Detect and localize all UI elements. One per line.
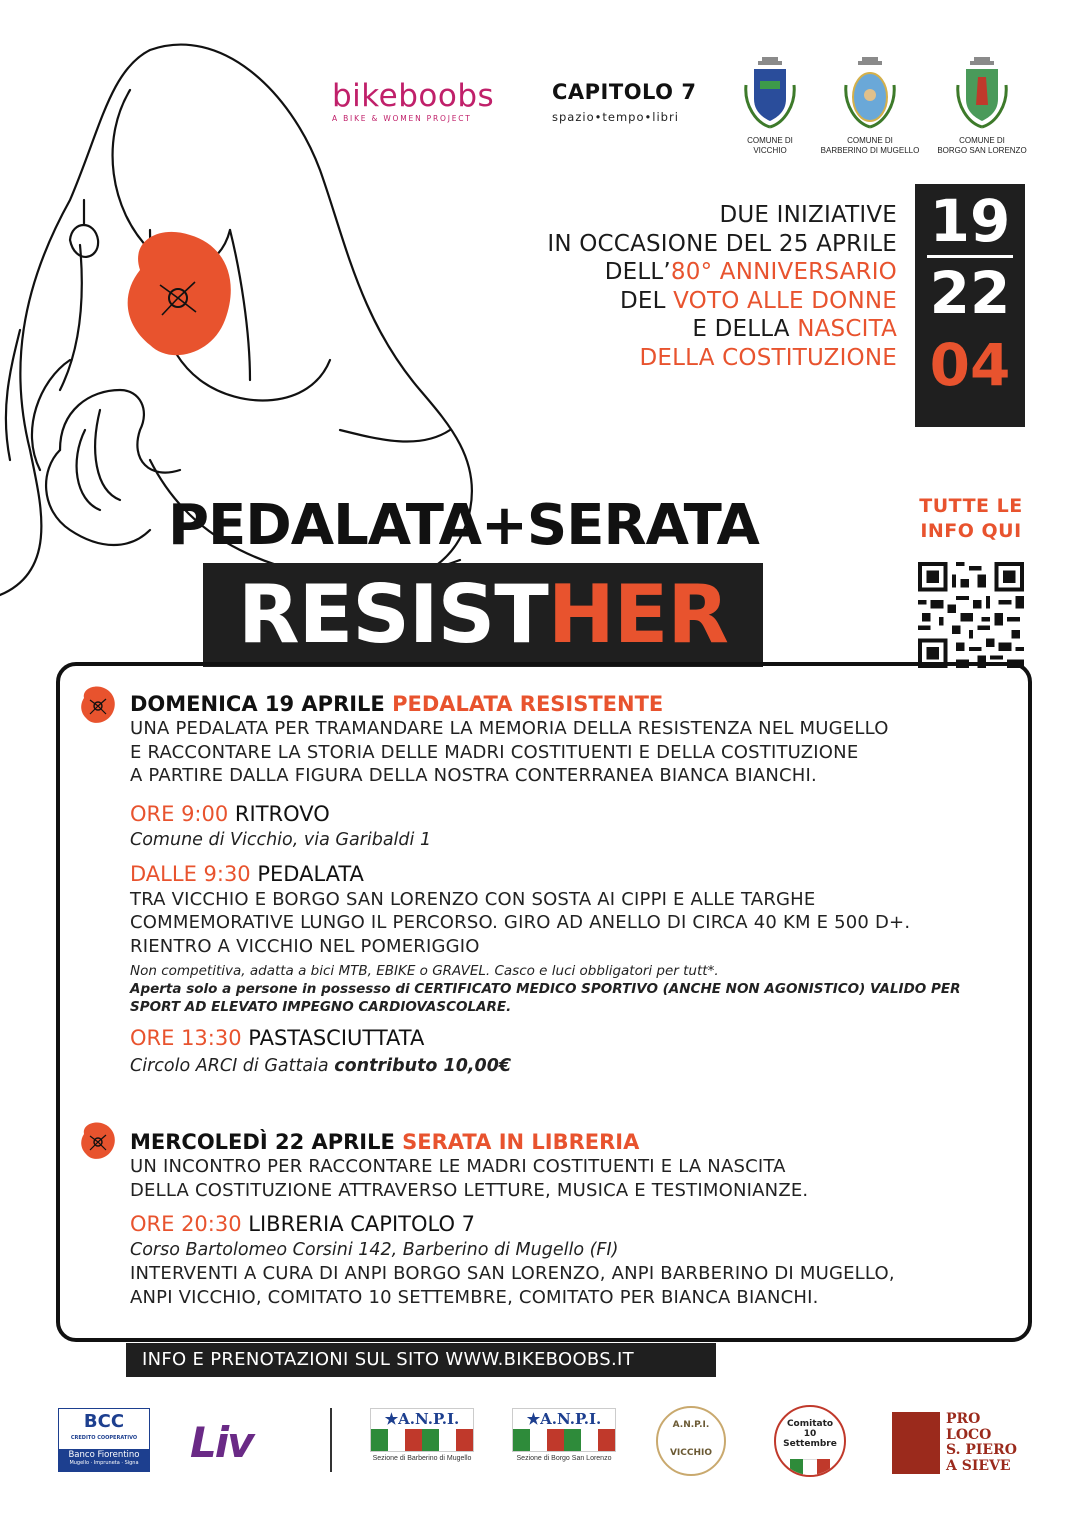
proloco-san-piero-logo: PRO LOCO S. PIERO A SIEVE (892, 1412, 1020, 1474)
date-box (915, 184, 1025, 427)
poppy-flower-icon (128, 232, 231, 355)
event1-pedalata-description: TRA VICCHIO E BORGO SAN LORENZO CON SOSTA AI CIPPI E ALLE TARGHE COMMEMORATIVE LUNGO IL PERCORSO. GIRO AD ANELLO DI CIRCA 40 KM E 500 D+. RIENTRO A VICCHIO NEL POMERIGGIO (130, 888, 911, 957)
comitato-10-settembre-logo: Comitato 10 Settembre (774, 1405, 846, 1477)
event1-notes: Non competitiva, adatta a bici MTB, EBIKE o GRAVEL. Casco e luci obbligatori per tutt*. Aperta solo a persone in possesso di CERTIFICATO MEDICO SPORTIVO (ANCHE NON AGONISTICO) VALIDO PER SPORT AD ELEVATO IMPEGNO CARDIOVASCOLARE. (130, 963, 961, 1015)
event2-credits: INTERVENTI A CURA DI ANPI BORGO SAN LORENZO, ANPI BARBERINO DI MUGELLO, ANPI VICCHIO, COMITATO 10 SETTEMBRE, COMITATO PER BIANCA BIANCHI. (130, 1263, 895, 1308)
date-day-2: 22 (929, 259, 1011, 327)
event1-place-pasta: Circolo ARCI di Gattaia contributo 10,00€ (130, 1056, 512, 1076)
comune-barberino-logo (820, 55, 920, 156)
anpi-barberino-logo: ★A.N.P.I. Sezione di Barberino di Mugello (370, 1408, 474, 1462)
event2-section (130, 1129, 1010, 1309)
event1-section (130, 691, 1010, 1078)
comune-borgo-logo (932, 55, 1032, 156)
intro-text: DUE INIZIATIVE IN OCCASIONE DEL 25 APRILE DELL’80° ANNIVERSARIO DEL VOTO ALLE DONNE E DELLA NASCITA DELLA COSTITUZIONE (547, 202, 897, 371)
crest-icon (952, 55, 1012, 130)
bcc-logo: BCC CREDITO COOPERATIVO Banco Fiorentino Mugello · Impruneta · Signa (58, 1408, 150, 1472)
event2-place: Corso Bartolomeo Corsini 142, Barberino di Mugello (FI) (130, 1240, 619, 1260)
event2-heading: MERCOLEDÌ 22 APRILE SERATA IN LIBRERIA (130, 1130, 640, 1154)
anpi-borgo-logo: ★A.N.P.I. Sezione di Borgo San Lorenzo (512, 1408, 616, 1462)
main-title: PEDALATA+SERATA (168, 493, 759, 558)
event1-time-pedalata: DALLE 9:30 PEDALATA (130, 861, 364, 886)
capitolo7-tagline: spazio•tempo•libri (552, 110, 679, 124)
comune-label: COMUNE DI VICCHIO (747, 136, 793, 155)
bikeboobs-wordmark: bikeboobs (332, 78, 495, 114)
poppy-icon (76, 684, 120, 728)
crest-icon (840, 55, 900, 130)
date-month: 04 (929, 331, 1011, 399)
event1-heading: DOMENICA 19 APRILE PEDALATA RESISTENTE (130, 692, 664, 716)
info-qui-label: TUTTE LE INFO QUI (919, 495, 1023, 542)
comune-vicchio-logo (720, 55, 820, 156)
anpi-vicchio-logo: A.N.P.I. VICCHIO (656, 1406, 726, 1476)
comune-label: COMUNE DI BARBERINO DI MUGELLO (820, 136, 920, 155)
runner-figure-icon (892, 1412, 940, 1474)
event2-description: UN INCONTRO PER RACCONTARE LE MADRI COSTITUENTI E LA NASCITA DELLA COSTITUZIONE ATTRAVERSO LETTURE, MUSICA E TESTIMONIANZE. (130, 1156, 809, 1201)
capitolo7-logo (552, 80, 722, 124)
sponsor-divider (330, 1408, 332, 1472)
event2-time: ORE 20:30 LIBRERIA CAPITOLO 7 (130, 1212, 476, 1236)
poppy-icon (76, 1120, 120, 1164)
bikeboobs-tagline: A BIKE & WOMEN PROJECT (332, 114, 472, 123)
date-day-1: 19 (929, 187, 1011, 255)
event1-time-pasta: ORE 13:30 PASTASCIUTTATA (130, 1026, 425, 1050)
qr-code-icon[interactable] (918, 562, 1024, 668)
bikeboobs-logo (332, 80, 532, 123)
comune-label: COMUNE DI BORGO SAN LORENZO (937, 136, 1027, 155)
event1-description: UNA PEDALATA PER TRAMANDARE LA MEMORIA DELLA RESISTENZA NEL MUGELLO E RACCONTARE LA STORIA DELLE MADRI COSTITUENTI E DELLA COSTITUZIONE A PARTIRE DALLA FIGURA DELLA NOSTRA CONTERRANEA BIANCA BIANCHI. (130, 718, 889, 786)
date-separator (927, 255, 1013, 258)
resisther-title: RESISTHER (203, 563, 763, 667)
capitolo7-title: CAPITOLO 7 (552, 80, 697, 104)
info-booking-bar[interactable]: INFO E PRENOTAZIONI SUL SITO WWW.BIKEBOOBS.IT (126, 1343, 716, 1377)
crest-icon (740, 55, 800, 130)
event1-place-ritrovo: Comune di Vicchio, via Garibaldi 1 (130, 829, 432, 850)
liv-logo: Liv (190, 1418, 253, 1467)
event1-time-ritrovo: ORE 9:00 RITROVO (130, 801, 330, 826)
